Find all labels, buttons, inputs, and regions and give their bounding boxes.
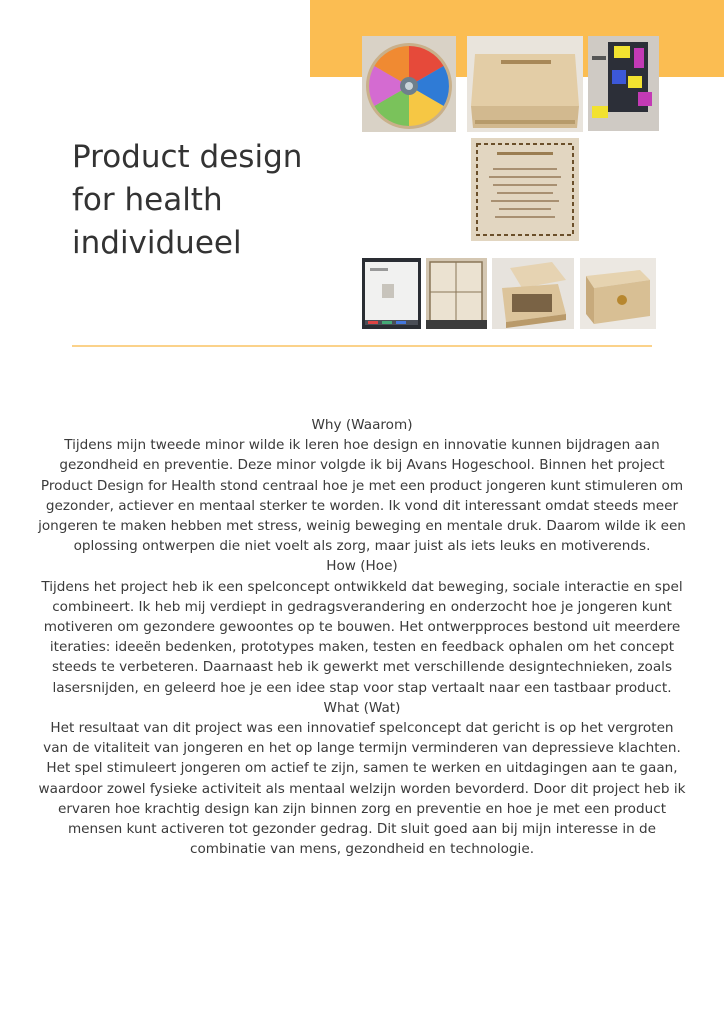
title-line-1: Product design: [72, 139, 303, 175]
body-text: [36, 415, 688, 859]
spinning-wheel-photo: [362, 36, 456, 132]
engraved-lid-photo: [471, 138, 579, 241]
what-heading: What (Wat): [323, 699, 401, 716]
title-line-2: for health: [72, 182, 223, 218]
why-heading: Why (Waarom): [311, 417, 413, 433]
title-line-3: individueel: [72, 225, 242, 261]
open-box-photo: [492, 258, 574, 329]
why-paragraph: Tijdens mijn tweede minor wilde ik leren hoe design en innovatie kunnen bijdragen aan gezondheid en preventie. Deze minor volgde ik bij Avans Hogeschool. Binnen het project Product Design for Health stond centraal hoe je met een product jongeren kunt stimuleren om gezonder, actiever en mentaal sterker te worden. Ik vond dit interessant omdat steeds meer jongeren te maken hebben met stress, weinig beweging en mentale druk. Daarom wilde ik een oplossing ontwerpen die niet voelt als zorg, maar juist als iets leuks en motiverends.: [38, 437, 686, 555]
wood-panels-photo: [426, 258, 487, 329]
what-paragraph: Het resultaat van dit project was een innovatief spelconcept dat gericht is op het vergroten van de vitaliteit van jongeren en het op lange termijn verminderen van depressieve klachten. Het spel stimuleert jongeren om actief te zijn, samen te werken en uitdagingen aan te gaan, waardoor zowel fysieke activiteit als mentaal welzijn worden bevorderd. Door dit project heb ik ervaren hoe krachtig design kan zijn binnen zorg en preventie en hoe je met een product mensen kunt activeren tot gezonder gedrag. Dit sluit goed aan bij mijn interesse in de combinatie van mens, gezondheid en technologie.: [38, 720, 686, 858]
page-title: [72, 136, 362, 265]
how-paragraph: Tijdens het project heb ik een spelconcept ontwikkeld dat beweging, sociale interactie en spel combineert. Ik heb mij verdiept in gedragsverandering en onderzocht hoe je jongeren kunt motiveren om gezondere gewoontes op te bouwen. Het ontwerpproces bestond uit meerdere iteraties: ideeën bedenken, prototypes maken, testen en feedback ophalen om het concept steeds te verbeteren. Daarnaast heb ik gewerkt met verschillende designtechnieken, zoals lasersnijden, en geleerd hoe je een idee stap voor stap vertaalt naar een tastbaar product.: [41, 578, 683, 696]
closed-box-photo: [580, 258, 656, 329]
laptop-design-photo: [362, 258, 421, 329]
how-heading: How (Hoe): [326, 558, 398, 575]
game-cards-photo: [588, 36, 659, 131]
divider-line: [72, 345, 652, 347]
lifestyle-game-box-photo: [467, 36, 583, 132]
